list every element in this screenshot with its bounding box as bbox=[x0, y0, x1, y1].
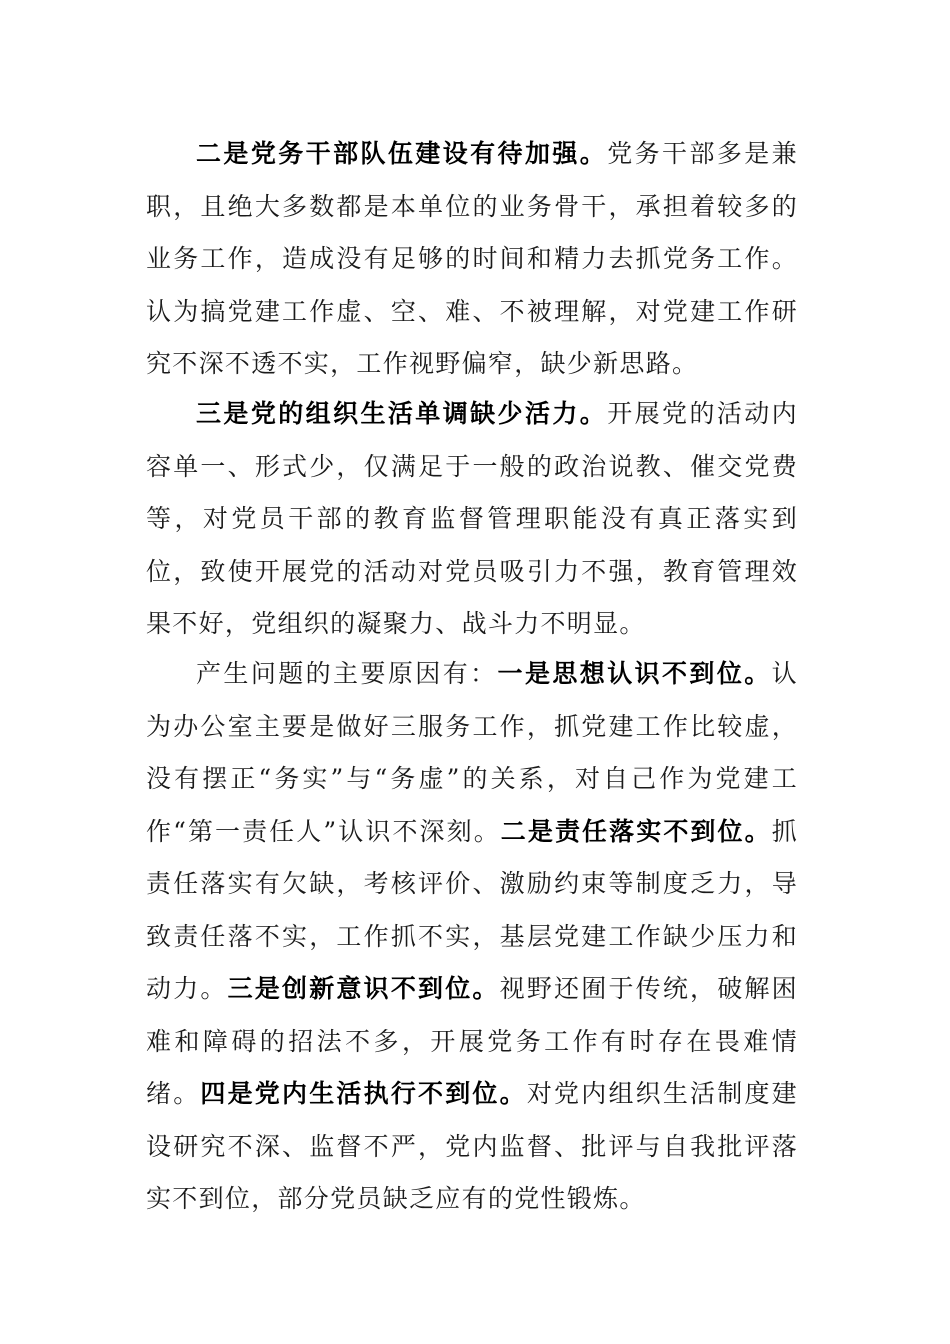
paragraph-intro: 产生问题的主要原因有： bbox=[196, 659, 498, 688]
paragraph-heading: 二是党务干部队伍建设有待加强。 bbox=[196, 139, 608, 168]
cause-body-2: 抓责任落实有欠缺，考核评价、激励约束等制度乏力，导致责任落不实，工作抓不实，基层党建工作缺少压力和动力。 bbox=[146, 816, 798, 1003]
cause-body-3: 视野还囿于传统，破解困难和障碍的招法不多，开展党务工作有时存在畏难情绪。 bbox=[146, 974, 798, 1108]
cause-heading-2: 二是责任落实不到位。 bbox=[500, 816, 772, 846]
paragraph-body: 党务干部多是兼职，且绝大多数都是本单位的业务骨干，承担着较多的业务工作，造成没有足够的时间和精力去抓党务工作。认为搞党建工作虚、空、难、不被理解，对党建工作研究不深不透不实，工作视野偏窄，缺少新思路。 bbox=[146, 139, 798, 378]
cause-heading-1: 一是思想认识不到位。 bbox=[497, 659, 772, 688]
paragraph-root-causes bbox=[146, 648, 798, 1226]
cause-body-4: 对党内组织生活制度建设研究不深、监督不严，党内监督、批评与自我批评落实不到位，部分党员缺乏应有的党性锻炼。 bbox=[146, 1079, 798, 1213]
paragraph-body: 开展党的活动内容单一、形式少，仅满足于一般的政治说教、催交党费等，对党员干部的教育监督管理职能没有真正落实到位，致使开展党的活动对党员吸引力不强，教育管理效果不好，党组织的凝聚力、战斗力不明显。 bbox=[146, 399, 798, 638]
cause-body-1: 认为办公室主要是做好三服务工作，抓党建工作比较虚，没有摆正“务实”与“务虚”的关系，对自己作为党建工作“第一责任人”认识不深刻。 bbox=[146, 659, 798, 846]
paragraph-organization-life bbox=[146, 388, 798, 651]
cause-heading-4: 四是党内生活执行不到位。 bbox=[200, 1079, 527, 1108]
cause-heading-3: 三是创新意识不到位。 bbox=[227, 974, 500, 1003]
paragraph-heading: 三是党的组织生活单调缺少活力。 bbox=[196, 399, 608, 428]
paragraph-party-cadre-team bbox=[146, 128, 798, 391]
